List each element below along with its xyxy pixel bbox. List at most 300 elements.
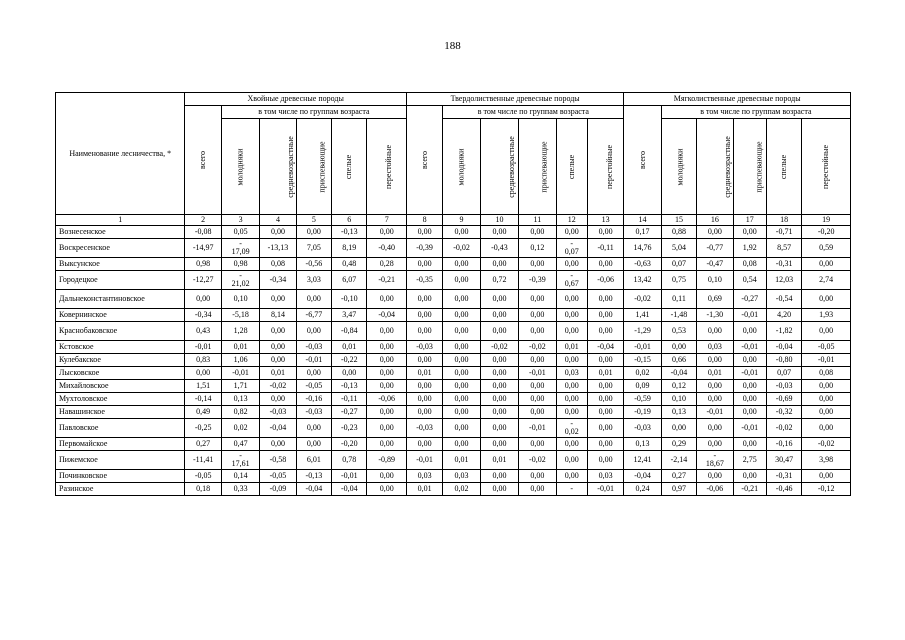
table-cell: -0,05 [260, 470, 296, 483]
table-cell: 0,00 [556, 470, 587, 483]
table-cell: -0,04 [296, 483, 331, 496]
table-cell: 0,33 [221, 483, 259, 496]
table-cell: 0,00 [802, 258, 851, 271]
table-row [56, 290, 851, 309]
forestry-name: Разинское [56, 483, 185, 496]
table-cell: -0,25 [185, 419, 221, 438]
table-cell: 0,00 [443, 258, 480, 271]
table-cell: 0,00 [406, 380, 442, 393]
table-cell: 0,00 [443, 309, 480, 322]
table-cell: -0,22 [332, 354, 367, 367]
column-number: 1 [56, 215, 185, 226]
table-cell: 2,74 [802, 271, 851, 290]
table-cell: 0,00 [443, 271, 480, 290]
table-cell: -0,27 [733, 290, 766, 309]
table-cell: -0,09 [260, 483, 296, 496]
table-cell: 0,00 [296, 322, 331, 341]
table-cell: 1,06 [221, 354, 259, 367]
table-cell: 0,14 [221, 470, 259, 483]
table-cell: -0,12 [802, 483, 851, 496]
table-row [56, 354, 851, 367]
table-cell: 0,00 [185, 290, 221, 309]
table-cell: 0,00 [697, 380, 733, 393]
table-body [56, 226, 851, 496]
table-cell: 0,00 [443, 438, 480, 451]
col-header-middle-aged: средневозрастные [697, 119, 733, 215]
table-cell: -0,01 [733, 309, 766, 322]
table-cell: 0,13 [221, 393, 259, 406]
table-cell: 0,00 [260, 354, 296, 367]
table-cell: 0,00 [367, 354, 406, 367]
table-cell: 0,54 [733, 271, 766, 290]
column-number: 19 [802, 215, 851, 226]
table-cell: -0,01 [733, 341, 766, 354]
table-cell: 0,00 [733, 393, 766, 406]
table-cell: 0,00 [480, 290, 518, 309]
table-cell: 0,00 [185, 367, 221, 380]
table-cell: -0,01 [332, 470, 367, 483]
table-cell: 0,00 [556, 393, 587, 406]
table-row [56, 367, 851, 380]
table-cell: 1,92 [733, 239, 766, 258]
table-cell: 0,00 [367, 438, 406, 451]
table-cell: 0,00 [260, 393, 296, 406]
table-cell: -0,03 [766, 380, 801, 393]
table-cell: 0,00 [406, 226, 442, 239]
table-cell: 0,00 [587, 380, 623, 393]
table-cell: -0,03 [260, 406, 296, 419]
col-header-middle-aged: средневозрастные [480, 119, 518, 215]
table-cell: 3,47 [332, 309, 367, 322]
table-cell: 0,00 [480, 226, 518, 239]
table-cell: 0,00 [260, 226, 296, 239]
table-cell: 1,28 [221, 322, 259, 341]
table-cell: 1,71 [221, 380, 259, 393]
table-cell: -0,04 [766, 341, 801, 354]
table-cell: 0,17 [624, 226, 661, 239]
col-header-middle-aged: средневозрастные [260, 119, 296, 215]
column-number: 9 [443, 215, 480, 226]
table-cell: -0,04 [587, 341, 623, 354]
table-cell: 0,00 [556, 258, 587, 271]
table-cell: 0,00 [367, 380, 406, 393]
table-cell: -0,16 [766, 438, 801, 451]
forestry-name: Первомайское [56, 438, 185, 451]
column-number: 17 [733, 215, 766, 226]
table-cell: 0,09 [624, 380, 661, 393]
table-cell: -0,34 [185, 309, 221, 322]
column-number: 4 [260, 215, 296, 226]
table-cell: 0,27 [661, 470, 696, 483]
table-cell: -0,13 [332, 226, 367, 239]
table-cell: -0,02 [519, 341, 556, 354]
forestry-name: Мухтоловское [56, 393, 185, 406]
table-cell: 0,29 [661, 438, 696, 451]
table-row [56, 438, 851, 451]
table-cell: 0,00 [480, 393, 518, 406]
table-cell: 0,00 [802, 470, 851, 483]
column-number: 5 [296, 215, 331, 226]
table-cell: -0,02 [624, 290, 661, 309]
table-cell: 14,76 [624, 239, 661, 258]
table-cell: 0,00 [480, 419, 518, 438]
table-cell: 0,53 [661, 322, 696, 341]
table-cell: 0,66 [661, 354, 696, 367]
table-cell: -0,03 [406, 341, 442, 354]
table-cell: 2,75 [733, 451, 766, 470]
table-cell: 6,07 [332, 271, 367, 290]
table-cell: -0,02 [802, 438, 851, 451]
table-row [56, 341, 851, 354]
table-cell [221, 451, 259, 470]
table-cell: -0,08 [185, 226, 221, 239]
table-cell: -0,01 [296, 354, 331, 367]
table-cell: -0,02 [766, 419, 801, 438]
table-cell: -0,06 [697, 483, 733, 496]
table-cell: -0,13 [332, 380, 367, 393]
table-cell: 0,01 [556, 341, 587, 354]
table-cell: -0,02 [519, 451, 556, 470]
table-cell: -0,05 [802, 341, 851, 354]
table-cell: 0,00 [697, 419, 733, 438]
group-header-hardwood: Твердолиственные древесные породы [406, 93, 623, 106]
table-cell: 0,01 [406, 483, 442, 496]
table-cell: 0,00 [296, 419, 331, 438]
table-cell: 0,07 [766, 367, 801, 380]
table-cell: 12,41 [624, 451, 661, 470]
table-cell: 0,00 [443, 367, 480, 380]
table-row [56, 309, 851, 322]
table-cell: 0,00 [480, 438, 518, 451]
table-cell: 5,04 [661, 239, 696, 258]
table-cell: 0,59 [802, 239, 851, 258]
table-row [56, 393, 851, 406]
table-cell: -0,03 [296, 341, 331, 354]
table-cell: 0,00 [661, 341, 696, 354]
table-cell: 0,00 [519, 470, 556, 483]
table-cell: 0,01 [697, 367, 733, 380]
table-cell: -0,05 [296, 380, 331, 393]
page-number: 188 [444, 40, 461, 52]
table-cell: 0,00 [802, 406, 851, 419]
forestry-name: Починковское [56, 470, 185, 483]
table-cell: -0,20 [802, 226, 851, 239]
table-cell: -0,04 [661, 367, 696, 380]
table-cell: 0,00 [519, 438, 556, 451]
column-number-row [56, 215, 851, 226]
table-cell: 0,00 [587, 322, 623, 341]
table-cell: -6,77 [296, 309, 331, 322]
table-row [56, 258, 851, 271]
table-cell: -0,04 [332, 483, 367, 496]
table-cell: 0,02 [624, 367, 661, 380]
col-header-overmature: перестойные [367, 119, 406, 215]
table-cell [221, 239, 259, 258]
table-cell: 0,00 [519, 290, 556, 309]
table-cell: -0,89 [367, 451, 406, 470]
table-cell: -0,23 [332, 419, 367, 438]
table-cell: 0,00 [556, 438, 587, 451]
table-cell: 0,00 [519, 406, 556, 419]
table-cell: 0,00 [443, 226, 480, 239]
table-cell: -0,04 [260, 419, 296, 438]
table-cell: 0,00 [443, 341, 480, 354]
forestry-name: Лысковское [56, 367, 185, 380]
table-cell [556, 419, 587, 438]
forestry-name: Городецкое [56, 271, 185, 290]
table-row [56, 322, 851, 341]
table-cell: 0,00 [556, 451, 587, 470]
table-cell: 6,01 [296, 451, 331, 470]
table-cell: 0,00 [697, 470, 733, 483]
wrapped-value: - 17,61 [231, 451, 250, 468]
table-cell: -1,30 [697, 309, 733, 322]
table-cell: 0,01 [406, 367, 442, 380]
table-cell: 0,82 [221, 406, 259, 419]
table-cell: 0,01 [480, 451, 518, 470]
table-cell: 0,00 [519, 354, 556, 367]
table-cell: 0,00 [587, 354, 623, 367]
table-cell: -0,47 [697, 258, 733, 271]
table-cell: 0,08 [733, 258, 766, 271]
column-number: 12 [556, 215, 587, 226]
table-cell: 0,00 [519, 393, 556, 406]
table-cell: -0,77 [697, 239, 733, 258]
table-cell: 8,19 [332, 239, 367, 258]
table-cell: 1,41 [624, 309, 661, 322]
table-cell: 0,00 [480, 406, 518, 419]
table-cell: -0,01 [802, 354, 851, 367]
table-cell: 0,00 [406, 354, 442, 367]
table-cell: 0,07 [661, 258, 696, 271]
table-cell: 0,00 [587, 406, 623, 419]
table-cell: 0,00 [367, 470, 406, 483]
table-cell: 0,13 [661, 406, 696, 419]
table-cell: 0,00 [443, 290, 480, 309]
table-cell: 0,75 [661, 271, 696, 290]
table-row [56, 419, 851, 438]
table-cell: 0,00 [406, 406, 442, 419]
forestry-name: Кулебакское [56, 354, 185, 367]
column-number: 7 [367, 215, 406, 226]
table-cell: 1,93 [802, 309, 851, 322]
table-cell: -5,18 [221, 309, 259, 322]
table-cell: 0,00 [367, 341, 406, 354]
table-cell: -1,29 [624, 322, 661, 341]
wrapped-value: - 0,02 [564, 419, 579, 436]
forestry-name: Дальнеконстантиновское [56, 290, 185, 309]
table-cell: -0,13 [296, 470, 331, 483]
table-cell: 0,00 [556, 322, 587, 341]
column-number: 8 [406, 215, 442, 226]
table-cell: 0,12 [661, 380, 696, 393]
wrapped-value: - 18,67 [705, 451, 724, 468]
group-header-coniferous: Хвойные древесные породы [185, 93, 406, 106]
table-cell: 0,00 [260, 290, 296, 309]
table-cell: -0,16 [296, 393, 331, 406]
table-cell: 0,00 [802, 380, 851, 393]
table-cell: -0,01 [185, 341, 221, 354]
table-cell: 0,00 [733, 354, 766, 367]
table-cell: 0,00 [733, 406, 766, 419]
table-cell: 0,00 [260, 322, 296, 341]
forestry-name: Ковернинское [56, 309, 185, 322]
table-cell: 0,00 [480, 380, 518, 393]
table-cell: 0,48 [332, 258, 367, 271]
table-cell [697, 451, 733, 470]
table-cell: 0,00 [443, 393, 480, 406]
age-subheader: в том числе по группам возраста [443, 106, 624, 119]
table-cell: 3,03 [296, 271, 331, 290]
wrapped-value: - 0,07 [564, 239, 579, 256]
table-cell: 0,00 [587, 290, 623, 309]
table-cell: -0,63 [624, 258, 661, 271]
col-header-mature: спелые [556, 119, 587, 215]
table-cell: 0,00 [443, 419, 480, 438]
table-cell: 8,57 [766, 239, 801, 258]
table-cell: -0,21 [367, 271, 406, 290]
table-cell: - [556, 483, 587, 496]
col-header-mature: спелые [766, 119, 801, 215]
table-cell: -0,27 [332, 406, 367, 419]
table-cell: -0,03 [624, 419, 661, 438]
table-cell: 0,12 [519, 239, 556, 258]
table-cell: 0,72 [480, 271, 518, 290]
table-row [56, 470, 851, 483]
table-cell: 0,00 [556, 226, 587, 239]
table-cell: -0,01 [733, 367, 766, 380]
table-cell: -13,13 [260, 239, 296, 258]
table-cell: -0,06 [587, 271, 623, 290]
table-cell: -0,58 [260, 451, 296, 470]
table-row [56, 271, 851, 290]
column-number: 16 [697, 215, 733, 226]
table-cell: 0,27 [185, 438, 221, 451]
table-cell: 0,00 [367, 290, 406, 309]
table-cell: 0,00 [587, 258, 623, 271]
table-row [56, 239, 851, 258]
forestry-name: Краснобаковское [56, 322, 185, 341]
table-cell: -0,19 [624, 406, 661, 419]
table-cell: 0,00 [480, 258, 518, 271]
table-cell: 0,00 [587, 226, 623, 239]
table-cell: 0,88 [661, 226, 696, 239]
table-cell: 0,13 [624, 438, 661, 451]
table-cell: 0,00 [556, 354, 587, 367]
table-cell: -1,48 [661, 309, 696, 322]
forestry-table [55, 92, 851, 496]
forestry-name: Михайловское [56, 380, 185, 393]
table-cell: 0,18 [185, 483, 221, 496]
table-cell: 1,51 [185, 380, 221, 393]
table-cell: 7,05 [296, 239, 331, 258]
table-cell: 0,02 [221, 419, 259, 438]
table-cell: 0,00 [519, 483, 556, 496]
col-header-overmature: перестойные [587, 119, 623, 215]
column-number: 6 [332, 215, 367, 226]
table-cell: 12,03 [766, 271, 801, 290]
table-cell: 0,00 [296, 290, 331, 309]
table-cell: -0,01 [519, 367, 556, 380]
table-cell: 0,01 [260, 367, 296, 380]
table-cell: 0,05 [221, 226, 259, 239]
table-cell: 0,00 [296, 438, 331, 451]
forestry-name: Навашинское [56, 406, 185, 419]
table-cell: 0,43 [185, 322, 221, 341]
table-cell: 0,00 [367, 406, 406, 419]
table-cell: -0,31 [766, 470, 801, 483]
table-cell: 0,00 [443, 354, 480, 367]
wrapped-value: - 21,02 [231, 271, 250, 288]
table-cell: 0,10 [221, 290, 259, 309]
table-cell: -14,97 [185, 239, 221, 258]
table-cell: 0,10 [661, 393, 696, 406]
forestry-name: Кстовское [56, 341, 185, 354]
table-cell: 0,03 [697, 341, 733, 354]
table-cell: 0,00 [406, 309, 442, 322]
col-header-overmature: перестойные [802, 119, 851, 215]
column-number: 18 [766, 215, 801, 226]
table-cell: 0,03 [443, 470, 480, 483]
column-number: 3 [221, 215, 259, 226]
column-number: 2 [185, 215, 221, 226]
table-cell: 0,00 [519, 380, 556, 393]
table-cell: 0,00 [260, 438, 296, 451]
table-cell: 0,00 [661, 419, 696, 438]
table-cell: 0,00 [556, 380, 587, 393]
table-cell: 0,24 [624, 483, 661, 496]
table-cell: -0,04 [367, 309, 406, 322]
table-cell: -0,02 [480, 341, 518, 354]
table-cell: -0,69 [766, 393, 801, 406]
col-header-mature: спелые [332, 119, 367, 215]
table-cell: 0,00 [697, 393, 733, 406]
table-cell: 0,00 [480, 483, 518, 496]
table-cell: 13,42 [624, 271, 661, 290]
table-cell: 0,00 [519, 322, 556, 341]
table-cell: 0,00 [519, 309, 556, 322]
table-cell: -0,01 [624, 341, 661, 354]
table-cell: 0,00 [480, 354, 518, 367]
col-header-young: молодняки [661, 119, 696, 215]
table-cell: -0,10 [332, 290, 367, 309]
table-cell: 0,00 [587, 451, 623, 470]
column-number: 11 [519, 215, 556, 226]
table-cell: 0,00 [367, 226, 406, 239]
column-number: 10 [480, 215, 518, 226]
table-cell: -0,06 [367, 393, 406, 406]
col-total-header: всего [624, 106, 661, 215]
forestry-name: Павловское [56, 419, 185, 438]
table-cell: 0,03 [587, 470, 623, 483]
table-cell: -0,01 [406, 451, 442, 470]
table-cell: -0,35 [406, 271, 442, 290]
col-total-header: всего [406, 106, 442, 215]
table-row [56, 483, 851, 496]
table-cell: 30,47 [766, 451, 801, 470]
table-cell: 0,00 [587, 309, 623, 322]
table-cell: -2,14 [661, 451, 696, 470]
table-cell: 0,01 [221, 341, 259, 354]
table-cell: 0,83 [185, 354, 221, 367]
table-cell: -0,02 [260, 380, 296, 393]
col-header-maturing: приспевающие [733, 119, 766, 215]
group-header-softwood: Мягколиственные древесные породы [624, 93, 851, 106]
table-cell: 0,00 [556, 290, 587, 309]
table-cell: 0,00 [367, 367, 406, 380]
table-cell: 0,47 [221, 438, 259, 451]
table-cell [221, 271, 259, 290]
